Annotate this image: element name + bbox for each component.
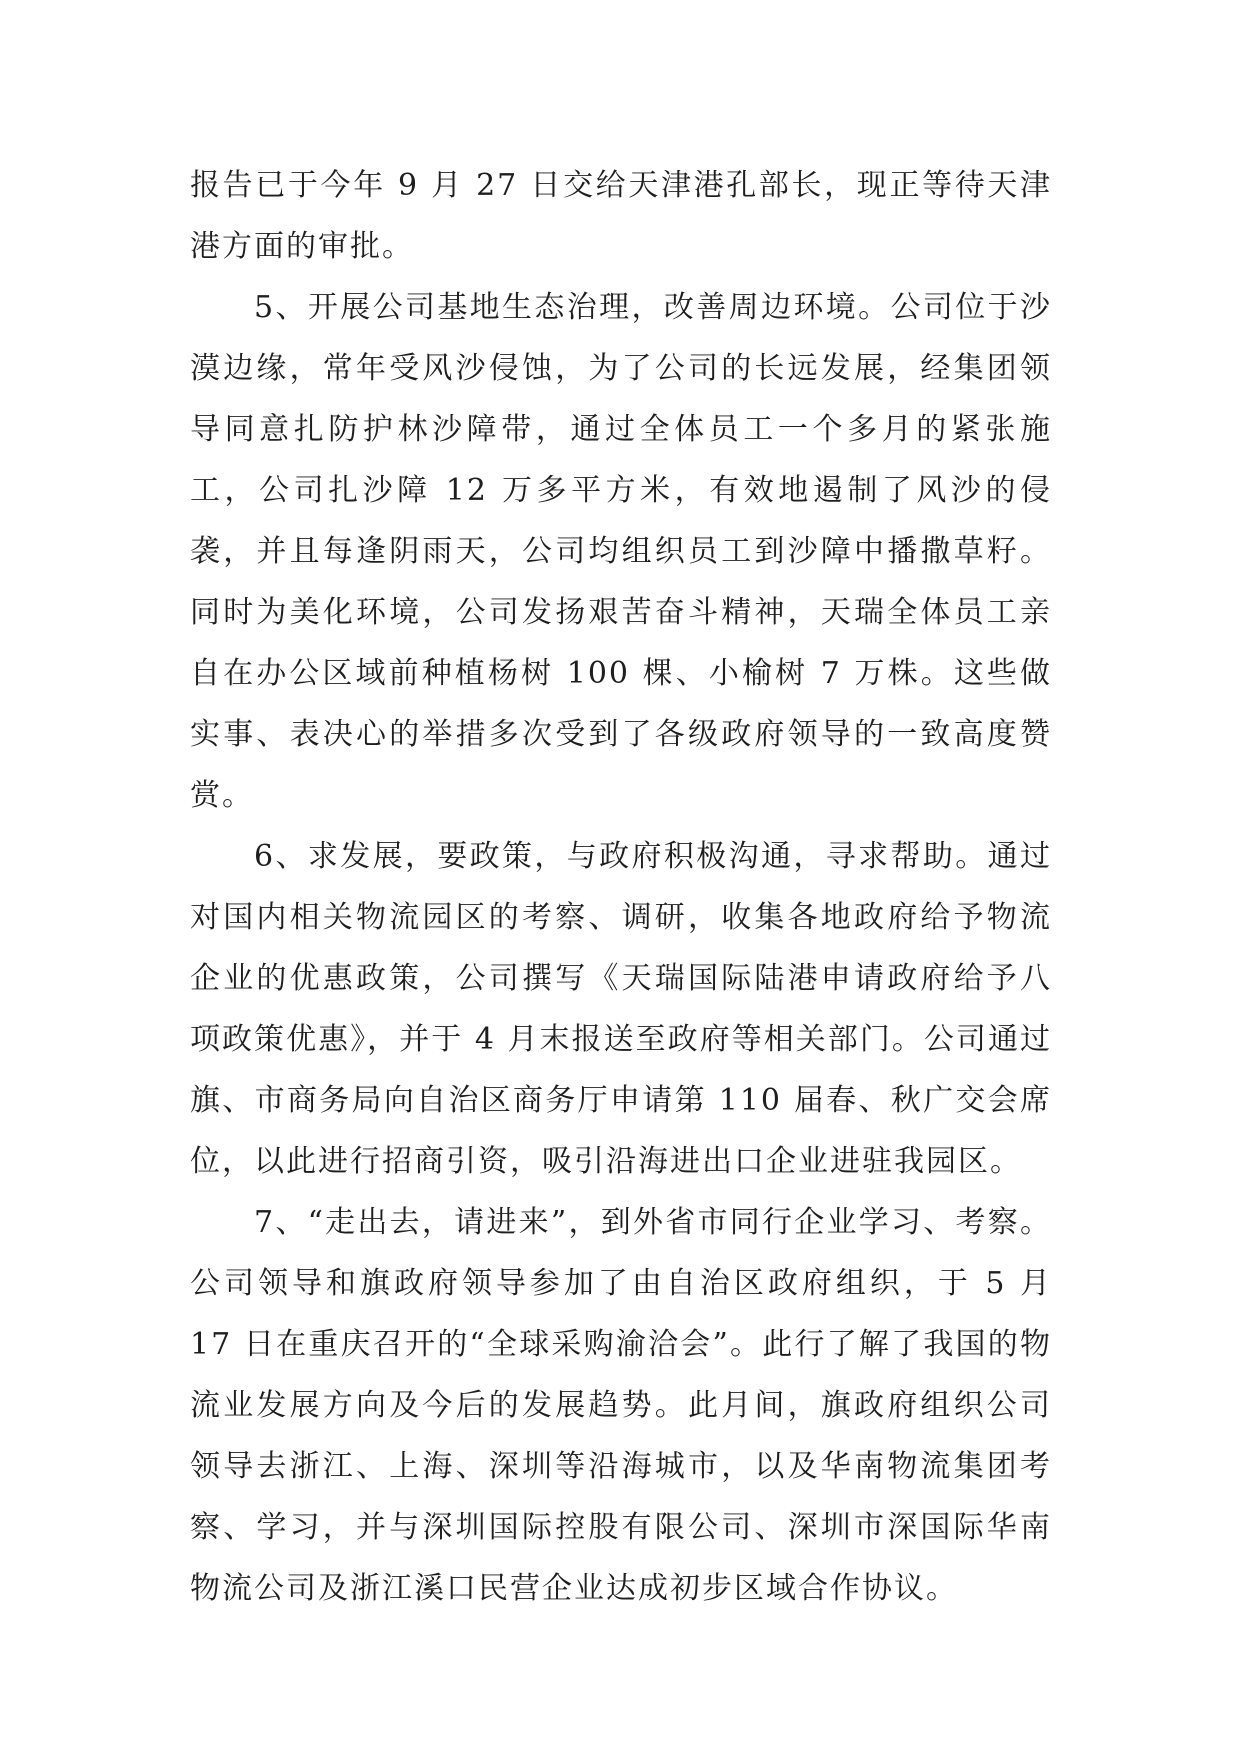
paragraph-continuation: 报告已于今年 9 月 27 日交给天津港孔部长，现正等待天津港方面的审批。 [190, 168, 1052, 264]
paragraph-item-7: 7、“走出去，请进来”，到外省市同行企业学习、考察。公司领导和旗政府领导参加了由自治区政府组织，于 5 月 17 日在重庆召开的“全球采购渝洽会”。此行了解了我国的物流业发展方向及今后的发展趋势。此月间，旗政府组织公司领导去浙江、上海、深圳等沿海城市，以及华南物流集团考察、学习，并与深圳国际控股有限公司、深圳市深国际华南物流公司及浙江溪口民营企业达成初步区域合作协议。 [190, 1205, 1052, 1606]
paragraph-item-6: 6、求发展，要政策，与政府积极沟通，寻求帮助。通过对国内相关物流园区的考察、调研，收集各地政府给予物流企业的优惠政策，公司撰写《天瑞国际陆港申请政府给予八项政策优惠》，并于 4 月末报送至政府等相关部门。公司通过旗、市商务局向自治区商务厅申请第 110 届春、秋广交会席位，以此进行招商引资，吸引沿海进出口企业进驻我园区。 [190, 839, 1052, 1179]
document-body [190, 155, 1052, 1619]
paragraph-item-5: 5、开展公司基地生态治理，改善周边环境。公司位于沙漠边缘，常年受风沙侵蚀，为了公司的长远发展，经集团领导同意扎防护林沙障带，通过全体员工一个多月的紧张施工，公司扎沙障 12 万多平方米，有效地遏制了风沙的侵袭，并且每逢阴雨天，公司均组织员工到沙障中播撒草籽。同时为美化环境，公司发扬艰苦奋斗精神，天瑞全体员工亲自在办公区域前种植杨树 100 棵、小榆树 7 万株。这些做实事、表决心的举措多次受到了各级政府领导的一致高度赞赏。 [190, 290, 1052, 813]
